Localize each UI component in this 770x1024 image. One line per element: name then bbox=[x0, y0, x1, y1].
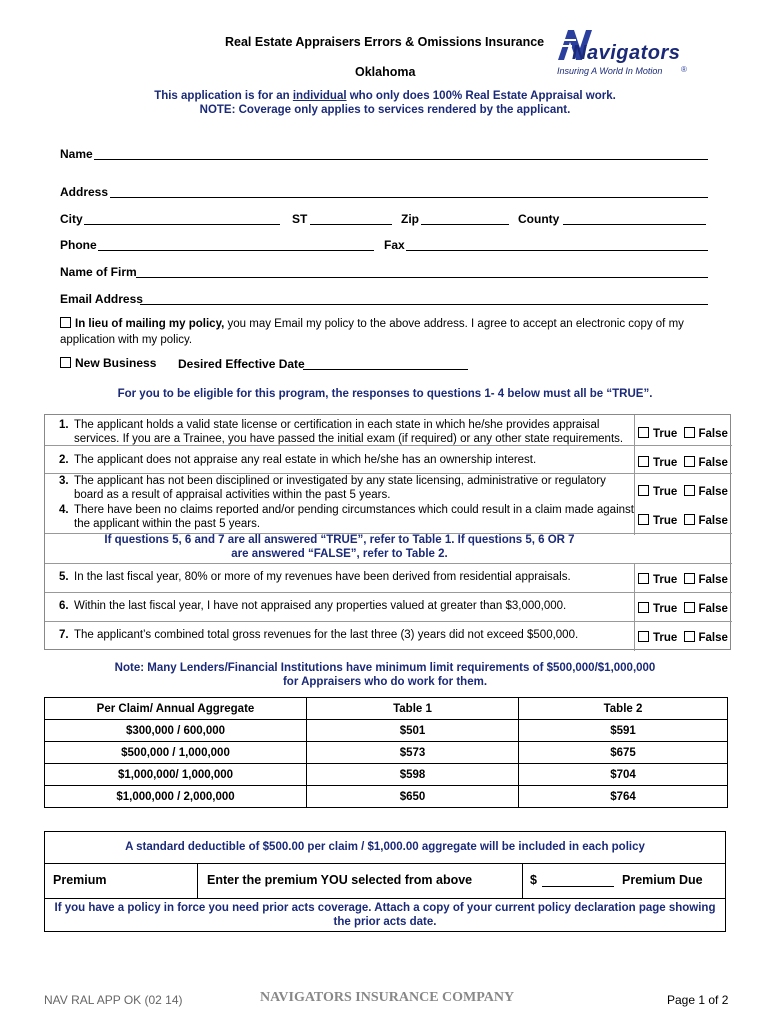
rate-header-limits: Per Claim/ Annual Aggregate bbox=[45, 698, 307, 720]
phone-label: Phone bbox=[60, 238, 97, 252]
q6-false-checkbox[interactable] bbox=[684, 602, 695, 613]
question-1-options: True False bbox=[638, 427, 732, 440]
email-field[interactable] bbox=[140, 304, 708, 305]
new-business-label: New Business bbox=[75, 356, 157, 370]
question-6: 6. Within the last fiscal year, I have not appraised any properties valued at greater than $3,000,000. bbox=[59, 600, 567, 612]
question-6-options: True False bbox=[638, 602, 732, 615]
state-name: Oklahoma bbox=[355, 65, 416, 79]
question-1: 1. The applicant holds a valid state license or certification in each state in which he/she provides appraisal services. If you are a Trainee, you have passed the initial exam (if required) or any other state requirements. bbox=[59, 419, 624, 445]
question-7: 7. The applicant’s combined total gross revenues for the last three (3) years did not exceed $500,000. bbox=[59, 629, 579, 641]
questions-table bbox=[44, 414, 731, 650]
q4-true-checkbox[interactable] bbox=[638, 514, 649, 525]
question-4: 4. There have been no claims reported and/or pending circumstances which could result in a claim made against the applicant within the past 5 years. bbox=[59, 504, 634, 530]
premium-label: Premium bbox=[53, 873, 107, 887]
logo-tagline: Insuring A World In Motion bbox=[557, 66, 663, 76]
q2-false-checkbox[interactable] bbox=[684, 456, 695, 467]
rate-table bbox=[44, 697, 728, 808]
email-policy-text-2: application with my policy. bbox=[60, 334, 193, 346]
email-label: Email Address bbox=[60, 292, 143, 306]
email-policy-option bbox=[60, 316, 720, 348]
dollar-sign: $ bbox=[530, 873, 537, 887]
county-label: County bbox=[518, 212, 560, 226]
name-field[interactable] bbox=[94, 159, 708, 160]
question-5-options: True False bbox=[638, 573, 732, 586]
county-field[interactable] bbox=[563, 224, 706, 225]
rate-limit: $1,000,000 / 2,000,000 bbox=[45, 786, 307, 808]
eligibility-requirement: For you to be eligible for this program, the responses to questions 1- 4 below must all be “TRUE”. bbox=[117, 388, 653, 400]
firm-field[interactable] bbox=[136, 277, 708, 278]
address-label: Address bbox=[60, 185, 109, 199]
company-name: NAVIGATORS INSURANCE COMPANY bbox=[260, 990, 515, 1005]
rate-table1-value: $501 bbox=[307, 720, 519, 742]
q4-false-checkbox[interactable] bbox=[684, 514, 695, 525]
premium-due-label: Premium Due bbox=[622, 873, 703, 887]
premium-instruction: Enter the premium YOU selected from above bbox=[207, 873, 473, 887]
question-2-options: True False bbox=[638, 456, 732, 469]
question-4-options: True False bbox=[638, 514, 732, 527]
rate-table1-value: $598 bbox=[307, 764, 519, 786]
email-policy-bold: In lieu of mailing my policy, bbox=[75, 318, 225, 330]
logo-registered-mark: ® bbox=[681, 65, 687, 74]
rate-limit: $500,000 / 1,000,000 bbox=[45, 742, 307, 764]
phone-field[interactable] bbox=[98, 250, 374, 251]
address-field[interactable] bbox=[110, 197, 708, 198]
q7-true-checkbox[interactable] bbox=[638, 631, 649, 642]
effective-date-label: Desired Effective Date bbox=[178, 357, 305, 371]
email-policy-checkbox[interactable] bbox=[60, 317, 71, 328]
prior-acts-note: If you have a policy in force you need prior acts coverage. Attach a copy of your current policy declaration page showing the prior acts date. bbox=[54, 902, 716, 928]
premium-amount-field[interactable] bbox=[542, 886, 614, 887]
st-field[interactable] bbox=[310, 224, 392, 225]
fax-label: Fax bbox=[384, 238, 405, 252]
rate-row bbox=[45, 742, 728, 764]
rate-limit: $300,000 / 600,000 bbox=[45, 720, 307, 742]
q3-false-checkbox[interactable] bbox=[684, 485, 695, 496]
city-field[interactable] bbox=[84, 224, 280, 225]
zip-field[interactable] bbox=[421, 224, 509, 225]
deductible-note: A standard deductible of $500.00 per claim / $1,000.00 aggregate will be included in each policy bbox=[125, 841, 645, 853]
name-label: Name bbox=[60, 147, 93, 161]
q3-true-checkbox[interactable] bbox=[638, 485, 649, 496]
new-business-checkbox[interactable] bbox=[60, 357, 71, 368]
q6-true-checkbox[interactable] bbox=[638, 602, 649, 613]
rate-table2-value: $764 bbox=[519, 786, 728, 808]
rate-table2-value: $591 bbox=[519, 720, 728, 742]
email-policy-text: you may Email my policy to the above address. I agree to accept an electronic copy of my bbox=[224, 318, 684, 330]
question-5: 5. In the last fiscal year, 80% or more of my revenues have been derived from residential appraisals. bbox=[59, 571, 571, 583]
rate-header-table1: Table 1 bbox=[307, 698, 519, 720]
fax-field[interactable] bbox=[406, 250, 708, 251]
q1-false-checkbox[interactable] bbox=[684, 427, 695, 438]
q5-true-checkbox[interactable] bbox=[638, 573, 649, 584]
navigators-logo bbox=[554, 28, 694, 80]
rate-row bbox=[45, 720, 728, 742]
q7-false-checkbox[interactable] bbox=[684, 631, 695, 642]
rate-row bbox=[45, 764, 728, 786]
rate-table-header bbox=[45, 698, 728, 720]
question-2: 2. The applicant does not appraise any real estate in which he/she has an ownership interest. bbox=[59, 454, 537, 466]
q1-true-checkbox[interactable] bbox=[638, 427, 649, 438]
q2-true-checkbox[interactable] bbox=[638, 456, 649, 467]
firm-label: Name of Firm bbox=[60, 265, 137, 279]
st-label: ST bbox=[292, 212, 308, 226]
form-id: NAV RAL APP OK (02 14) bbox=[44, 993, 183, 1007]
effective-date-field[interactable] bbox=[303, 369, 468, 370]
rate-table1-value: $573 bbox=[307, 742, 519, 764]
premium-box bbox=[44, 831, 726, 932]
eligibility-notice: This application is for an individual who only does 100% Real Estate Appraisal work. bbox=[154, 90, 616, 102]
table-selection-rule: If questions 5, 6 and 7 are all answered “TRUE”, refer to Table 1. If questions 5, 6 OR 7 are answered “FALSE”, refer to Table 2. bbox=[104, 534, 575, 560]
question-3: 3. The applicant has not been disciplined or investigated by any state licensing, administrative or regulatory board as a result of appraisal activities within the past 5 years. bbox=[59, 475, 606, 501]
rate-table2-value: $675 bbox=[519, 742, 728, 764]
coverage-note: NOTE: Coverage only applies to services rendered by the applicant. bbox=[199, 104, 571, 116]
lenders-note: Note: Many Lenders/Financial Institutions have minimum limit requirements of $500,000/$1,000,000 for Appraisers who do work for them. bbox=[114, 662, 656, 688]
city-label: City bbox=[60, 212, 83, 226]
rate-header-table2: Table 2 bbox=[519, 698, 728, 720]
rate-limit: $1,000,000/ 1,000,000 bbox=[45, 764, 307, 786]
zip-label: Zip bbox=[401, 212, 419, 226]
rate-row bbox=[45, 786, 728, 808]
q5-false-checkbox[interactable] bbox=[684, 573, 695, 584]
question-7-options: True False bbox=[638, 631, 732, 644]
new-business-option bbox=[60, 356, 156, 370]
page-number: Page 1 of 2 bbox=[667, 993, 729, 1007]
document-title: Real Estate Appraisers Errors & Omissions Insurance bbox=[225, 35, 545, 49]
question-3-options: True False bbox=[638, 485, 732, 498]
rate-table1-value: $650 bbox=[307, 786, 519, 808]
rate-table2-value: $704 bbox=[519, 764, 728, 786]
logo-brand: Navigators bbox=[572, 42, 681, 64]
